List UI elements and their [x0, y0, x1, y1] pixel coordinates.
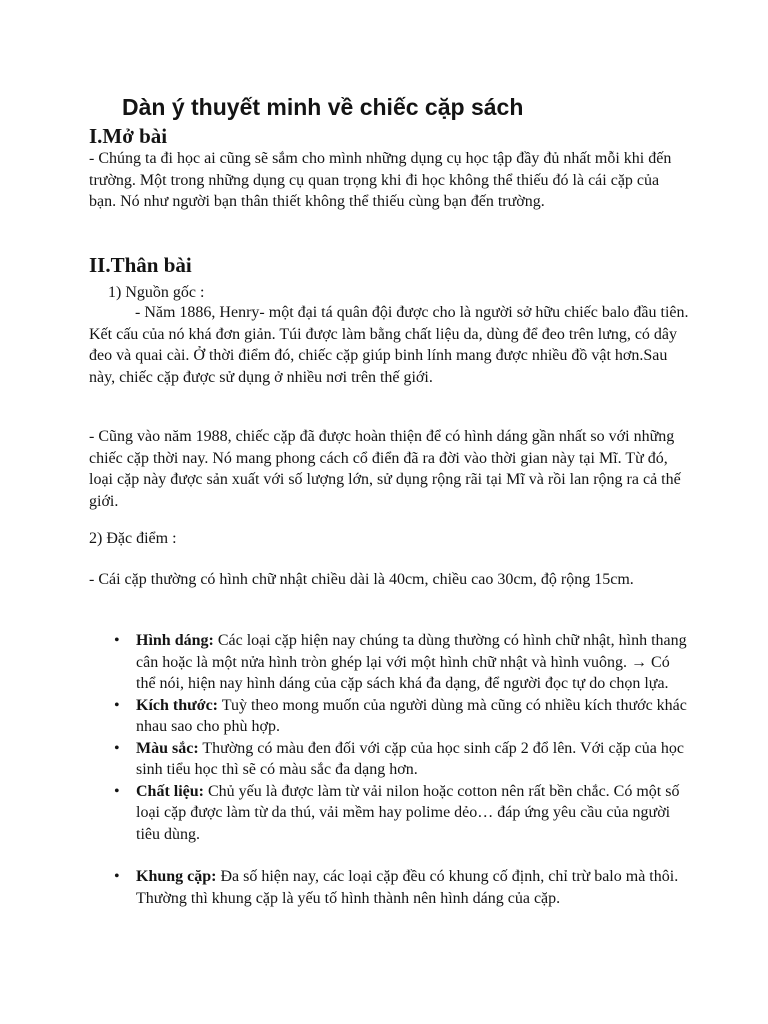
- bullet-term: Chất liệu:: [136, 782, 204, 800]
- section-heading-body: II.Thân bài: [89, 253, 192, 277]
- bullet-text: Các loại cặp hiện nay chúng ta dùng thường có hình chữ nhật, hình thang cân hoặc là một nửa hình tròn ghép lại với một hình chữ nhật và hình vuông. → Có thể nói, hiện nay hình dáng của cặp sách khá đa dạng, để người đọc tự do chọn lựa.: [136, 632, 687, 692]
- bullet-icon: •: [114, 739, 120, 757]
- bullet-item-color: [89, 738, 689, 781]
- bullet-text: Đa số hiện nay, các loại cặp đều có khung cố định, chỉ trừ balo mà thôi. Thường thì khung cặp là yếu tố hình thành nên hình dáng của cặp.: [136, 868, 679, 907]
- bullet-text: Tuỳ theo mong muốn của người dùng mà cũng có nhiều kích thước khác nhau sao cho phù hợp.: [136, 696, 687, 735]
- bullet-icon: •: [114, 632, 120, 649]
- features-bullet-list: [89, 630, 689, 909]
- document-title: Dàn ý thuyết minh về chiếc cặp sách: [122, 94, 524, 120]
- origin-paragraph-1: - Năm 1886, Henry- một đại tá quân đội được cho là người sở hữu chiếc balo đầu tiên. Kết cấu của nó khá đơn giản. Túi được làm bằng chất liệu da, dùng để đeo trên lưng, có dây đeo và quai cài. Ở thời điểm đó, chiếc cặp giúp binh lính mang được nhiều đồ vật hơn.Sau này, chiếc cặp được sử dụng ở nhiều nơi trên thế giới.: [89, 304, 689, 386]
- bullet-item-frame: [89, 866, 689, 909]
- intro-paragraph: - Chúng ta đi học ai cũng sẽ sắm cho mình những dụng cụ học tập đầy đủ nhất mỗi khi đến trường. Một trong những dụng cụ quan trọng khi đi học không thể thiếu đó là cái cặp của bạn. Nó như người bạn thân thiết không thể thiếu cùng bạn đến trường.: [89, 150, 672, 210]
- bullet-term: Màu sắc:: [136, 739, 199, 757]
- bullet-term: Khung cặp:: [136, 868, 217, 885]
- section-heading-intro: I.Mở bài: [89, 124, 168, 148]
- bullet-text: Thường có màu đen đối với cặp của học sinh cấp 2 đổ lên. Với cặp của học sinh tiểu học thì sẽ có màu sắc đa dạng hơn.: [136, 739, 684, 778]
- features-paragraph: - Cái cặp thường có hình chữ nhật chiều dài là 40cm, chiều cao 30cm, độ rộng 15cm.: [89, 571, 634, 588]
- bullet-item-material: [89, 781, 689, 846]
- bullet-text: Chủ yếu là được làm từ vải nilon hoặc cotton nên rất bền chắc. Có một số loại cặp được làm từ da thú, vải mềm hay polime dẻo… đáp ứng yêu cầu của người tiêu dùng.: [136, 782, 680, 843]
- bullet-icon: •: [114, 868, 120, 885]
- bullet-icon: •: [114, 782, 120, 800]
- bullet-term: Kích thước:: [136, 696, 219, 714]
- bullet-icon: •: [114, 696, 120, 714]
- bullet-term: Hình dáng:: [136, 632, 214, 649]
- subheading-features: 2) Đặc điểm :: [89, 530, 177, 547]
- origin-paragraph-2: - Cũng vào năm 1988, chiếc cặp đã được hoàn thiện để có hình dáng gần nhất so với những chiếc cặp thời nay. Nó mang phong cách cổ điển đã ra đời vào thời gian này tại Mĩ. Từ đó, loại cặp này được sản xuất với số lượng lớn, sử dụng rộng rãi tại Mĩ và rồi lan rộng ra cả thế giới.: [89, 428, 681, 510]
- subheading-origin: 1) Nguồn gốc :: [108, 284, 205, 301]
- bullet-item-shape: [89, 630, 689, 695]
- bullet-item-size: [89, 695, 689, 738]
